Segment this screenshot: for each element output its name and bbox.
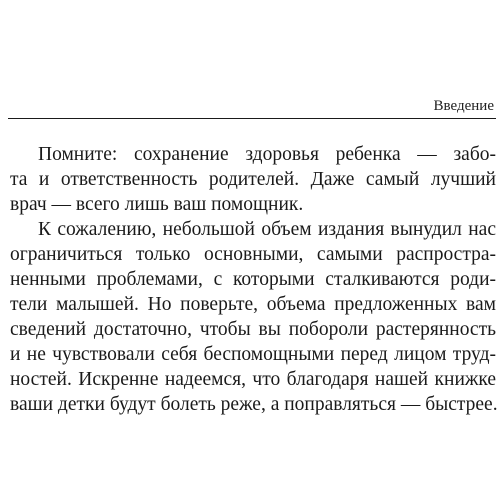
text-line: сведений достаточно, чтобы вы побороли растерянность [10, 319, 496, 340]
text-line: Помните: сохранение здоровья ребенка — забо- [38, 144, 496, 165]
text-line: ненными проблемами, с которыми сталкиваются роди- [10, 269, 496, 290]
paragraph-1 [10, 142, 496, 217]
text-line: и не чувствовали себя беспомощными перед лицом труд- [10, 344, 496, 365]
text-line: К сожалению, небольшой объем издания вынудил нас [38, 219, 496, 240]
text-line: врач — всего лишь ваш помощник. [10, 194, 304, 215]
header-rule [8, 118, 496, 119]
text-line: ваши детки будут болеть реже, а поправляться — быстрее. [10, 394, 498, 415]
text-line: ностей. Искренне надеемся, что благодаря нашей книжке [10, 369, 496, 390]
section-title: Введение [433, 98, 494, 114]
body-text [10, 142, 496, 417]
text-line: ограничиться только основными, самыми распростра- [10, 244, 496, 265]
paragraph-2 [10, 217, 496, 417]
text-line: тели малышей. Но поверьте, объема предложенных вам [10, 294, 496, 315]
text-line: та и ответственность родителей. Даже самый лучший [10, 169, 496, 190]
